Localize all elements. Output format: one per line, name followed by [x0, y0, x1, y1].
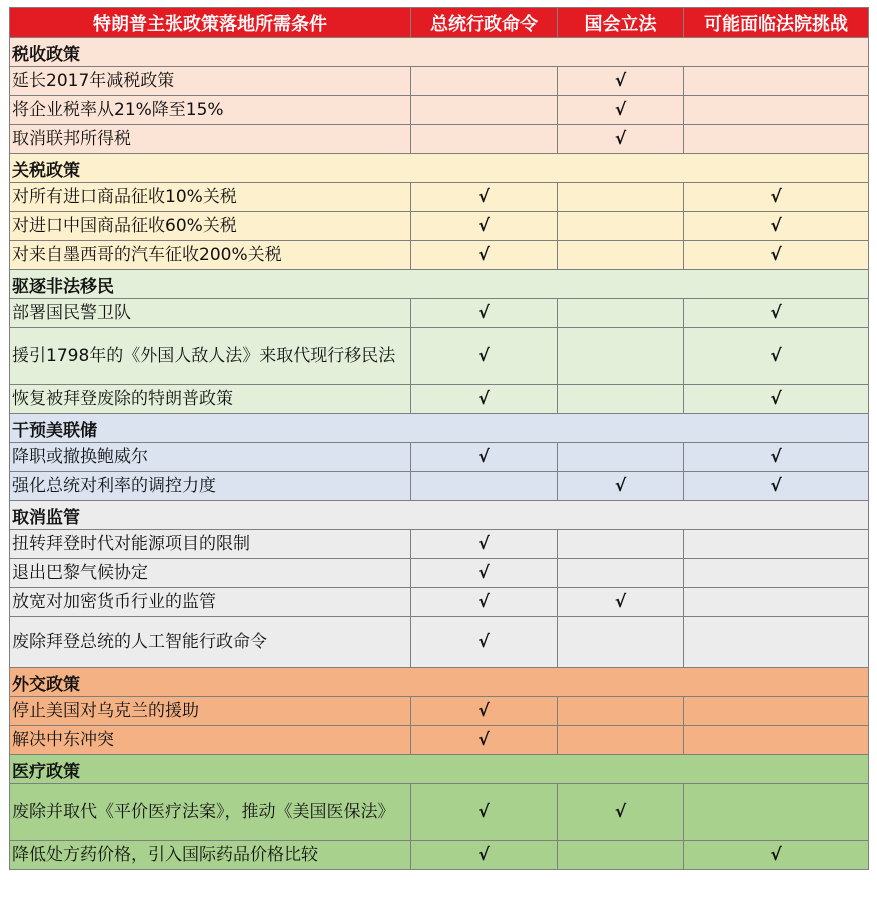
congress-cell: [558, 726, 684, 755]
congress-cell: [558, 697, 684, 726]
table-row: [10, 241, 869, 270]
congress-cell: [558, 241, 684, 270]
table-row: [10, 328, 869, 385]
section-title: 外交政策: [10, 668, 869, 697]
check-mark-icon: √: [478, 245, 490, 265]
table-row: [10, 212, 869, 241]
executive-order-cell: [411, 588, 558, 617]
policy-label: 援引1798年的《外国人敌人法》来取代现行移民法: [10, 328, 411, 385]
executive-order-cell: [411, 559, 558, 588]
court-challenge-cell: [684, 125, 869, 154]
check-mark-icon: √: [614, 100, 627, 120]
table-row: [10, 559, 869, 588]
executive-order-cell: [411, 697, 558, 726]
check-mark-icon: √: [770, 216, 782, 236]
congress-cell: [558, 385, 684, 414]
executive-order-cell: [411, 67, 558, 96]
congress-cell: [558, 67, 684, 96]
executive-order-cell: [411, 472, 558, 501]
congress-cell: [558, 299, 684, 328]
policy-label: 对所有进口商品征收10%关税: [10, 183, 411, 212]
executive-order-cell: [411, 212, 558, 241]
check-mark-icon: √: [478, 303, 490, 323]
table-body: [10, 38, 869, 870]
court-challenge-cell: [684, 472, 869, 501]
table-row: [10, 841, 869, 870]
check-mark-icon: √: [614, 592, 627, 612]
court-challenge-cell: [684, 559, 869, 588]
check-mark-icon: √: [478, 447, 490, 467]
congress-cell: [558, 125, 684, 154]
section-title: 关税政策: [10, 154, 869, 183]
policy-label: 扭转拜登时代对能源项目的限制: [10, 530, 411, 559]
court-challenge-cell: [684, 67, 869, 96]
section-title: 税收政策: [10, 38, 869, 67]
header-executive-order: 总统行政命令: [411, 8, 558, 38]
court-challenge-cell: [684, 212, 869, 241]
check-mark-icon: √: [478, 802, 490, 822]
court-challenge-cell: [684, 241, 869, 270]
section-header-row: [10, 501, 869, 530]
policy-label: 对进口中国商品征收60%关税: [10, 212, 411, 241]
executive-order-cell: [411, 530, 558, 559]
policy-label: 解决中东冲突: [10, 726, 411, 755]
check-mark-icon: √: [770, 389, 782, 409]
policy-label: 废除并取代《平价医疗法案》，推动《美国医保法》: [10, 784, 411, 841]
policy-label: 废除拜登总统的人工智能行政命令: [10, 617, 411, 668]
court-challenge-cell: [684, 617, 869, 668]
header-policy: 特朗普主张政策落地所需条件: [10, 8, 411, 38]
court-challenge-cell: [684, 726, 869, 755]
congress-cell: [558, 443, 684, 472]
policy-table: [9, 7, 869, 870]
table-row: [10, 67, 869, 96]
court-challenge-cell: [684, 443, 869, 472]
check-mark-icon: √: [478, 563, 490, 583]
policy-label: 对来自墨西哥的汽车征收200%关税: [10, 241, 411, 270]
executive-order-cell: [411, 299, 558, 328]
table-row: [10, 726, 869, 755]
court-challenge-cell: [684, 299, 869, 328]
table-row: [10, 183, 869, 212]
section-title: 驱逐非法移民: [10, 270, 869, 299]
table-row: [10, 96, 869, 125]
congress-cell: [558, 784, 684, 841]
section-title: 医疗政策: [10, 755, 869, 784]
policy-label: 取消联邦所得税: [10, 125, 411, 154]
congress-cell: [558, 841, 684, 870]
header-court-challenge: 可能面临法院挑战: [684, 8, 869, 38]
congress-cell: [558, 472, 684, 501]
executive-order-cell: [411, 617, 558, 668]
section-title: 干预美联储: [10, 414, 869, 443]
congress-cell: [558, 530, 684, 559]
check-mark-icon: √: [478, 216, 490, 236]
check-mark-icon: √: [478, 701, 490, 721]
policy-label: 退出巴黎气候协定: [10, 559, 411, 588]
congress-cell: [558, 588, 684, 617]
policy-label: 部署国民警卫队: [10, 299, 411, 328]
policy-label: 强化总统对利率的调控力度: [10, 472, 411, 501]
executive-order-cell: [411, 241, 558, 270]
policy-label: 降低处方药价格，引入国际药品价格比较: [10, 841, 411, 870]
table-row: [10, 443, 869, 472]
table-row: [10, 784, 869, 841]
policy-label: 放宽对加密货币行业的监管: [10, 588, 411, 617]
congress-cell: [558, 183, 684, 212]
check-mark-icon: √: [770, 187, 782, 207]
check-mark-icon: √: [770, 346, 782, 366]
congress-cell: [558, 212, 684, 241]
check-mark-icon: √: [478, 187, 490, 207]
congress-cell: [558, 617, 684, 668]
court-challenge-cell: [684, 841, 869, 870]
check-mark-icon: √: [478, 845, 490, 865]
section-header-row: [10, 154, 869, 183]
policy-label: 延长2017年减税政策: [10, 67, 411, 96]
check-mark-icon: √: [770, 447, 782, 467]
section-title: 取消监管: [10, 501, 869, 530]
header-congress: 国会立法: [558, 8, 684, 38]
check-mark-icon: √: [478, 534, 490, 554]
section-header-row: [10, 38, 869, 67]
header-row: [10, 8, 869, 38]
check-mark-icon: √: [478, 592, 490, 612]
check-mark-icon: √: [770, 303, 782, 323]
executive-order-cell: [411, 183, 558, 212]
section-header-row: [10, 755, 869, 784]
executive-order-cell: [411, 726, 558, 755]
executive-order-cell: [411, 328, 558, 385]
check-mark-icon: √: [614, 71, 627, 91]
section-header-row: [10, 414, 869, 443]
table-row: [10, 125, 869, 154]
court-challenge-cell: [684, 530, 869, 559]
table-row: [10, 530, 869, 559]
section-header-row: [10, 668, 869, 697]
court-challenge-cell: [684, 588, 869, 617]
policy-label: 恢复被拜登废除的特朗普政策: [10, 385, 411, 414]
check-mark-icon: √: [770, 845, 782, 865]
congress-cell: [558, 559, 684, 588]
executive-order-cell: [411, 841, 558, 870]
table-row: [10, 299, 869, 328]
check-mark-icon: √: [614, 129, 627, 149]
executive-order-cell: [411, 96, 558, 125]
table-row: [10, 588, 869, 617]
executive-order-cell: [411, 784, 558, 841]
check-mark-icon: √: [770, 245, 782, 265]
court-challenge-cell: [684, 328, 869, 385]
policy-label: 降职或撤换鲍威尔: [10, 443, 411, 472]
table-row: [10, 617, 869, 668]
policy-label: 将企业税率从21%降至15%: [10, 96, 411, 125]
section-header-row: [10, 270, 869, 299]
congress-cell: [558, 96, 684, 125]
executive-order-cell: [411, 443, 558, 472]
check-mark-icon: √: [614, 476, 627, 496]
court-challenge-cell: [684, 697, 869, 726]
table-row: [10, 697, 869, 726]
check-mark-icon: √: [478, 730, 490, 750]
court-challenge-cell: [684, 183, 869, 212]
check-mark-icon: √: [478, 389, 490, 409]
court-challenge-cell: [684, 784, 869, 841]
check-mark-icon: √: [478, 632, 490, 652]
table-row: [10, 385, 869, 414]
check-mark-icon: √: [770, 476, 782, 496]
check-mark-icon: √: [478, 346, 490, 366]
congress-cell: [558, 328, 684, 385]
check-mark-icon: √: [614, 802, 627, 822]
court-challenge-cell: [684, 385, 869, 414]
executive-order-cell: [411, 385, 558, 414]
court-challenge-cell: [684, 96, 869, 125]
table-row: [10, 472, 869, 501]
executive-order-cell: [411, 125, 558, 154]
policy-label: 停止美国对乌克兰的援助: [10, 697, 411, 726]
